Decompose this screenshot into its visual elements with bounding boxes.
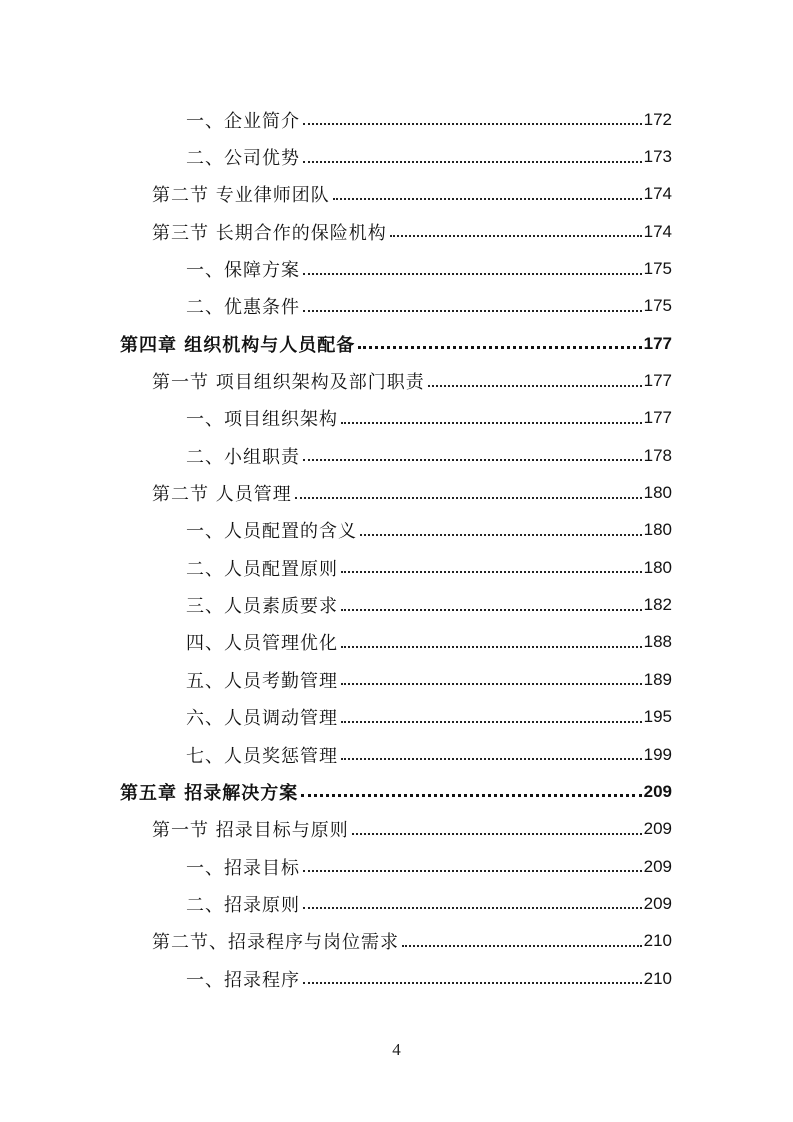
toc-entry-title: 二、优惠条件	[186, 297, 300, 319]
toc-entry-item[interactable]	[0, 586, 793, 623]
toc-entry-title: 第一节 项目组织架构及部门职责	[152, 372, 425, 394]
toc-entry-item[interactable]	[0, 624, 793, 661]
toc-entry-page-number: 175	[643, 259, 672, 279]
dot-leader	[402, 944, 642, 947]
dot-leader	[352, 832, 642, 835]
toc-entry-title: 一、招录目标	[186, 857, 300, 879]
toc-entry-page-number: 172	[643, 109, 672, 129]
dot-leader	[333, 197, 642, 200]
toc-entry-page-number: 182	[643, 595, 672, 615]
toc-entry-item[interactable]	[0, 549, 793, 586]
toc-entry-item[interactable]	[0, 699, 793, 736]
toc-entry-page-number: 209	[643, 819, 672, 839]
toc-entry-title: 一、项目组织架构	[186, 409, 338, 431]
toc-entry-title: 三、人员素质要求	[186, 596, 338, 618]
toc-entry-title: 二、小组职责	[186, 446, 300, 468]
toc-entry-section[interactable]	[0, 176, 793, 213]
toc-entry-title: 第二节 专业律师团队	[152, 185, 330, 207]
toc-entry-item[interactable]	[0, 512, 793, 549]
toc-entry-page-number: 180	[643, 483, 672, 503]
toc-entry-section[interactable]	[0, 474, 793, 511]
toc-entry-page-number: 173	[643, 147, 672, 167]
toc-entry-item[interactable]	[0, 885, 793, 922]
toc-entry-page-number: 189	[643, 669, 672, 689]
toc-entry-section[interactable]	[0, 362, 793, 399]
toc-entry-item[interactable]	[0, 960, 793, 997]
toc-entry-page-number: 177	[643, 408, 672, 428]
toc-entry-item[interactable]	[0, 288, 793, 325]
toc-entry-item[interactable]	[0, 101, 793, 138]
toc-entry-item[interactable]	[0, 250, 793, 287]
toc-entry-item[interactable]	[0, 400, 793, 437]
toc-entry-title: 第四章 组织机构与人员配备	[120, 334, 356, 356]
dot-leader	[358, 345, 641, 349]
toc-entry-title: 第二节、招录程序与岗位需求	[152, 932, 399, 954]
table-of-contents	[0, 101, 793, 997]
toc-entry-page-number: 177	[643, 333, 672, 353]
dot-leader	[341, 645, 642, 648]
toc-entry-item[interactable]	[0, 138, 793, 175]
toc-entry-page-number: 175	[643, 296, 672, 316]
toc-entry-title: 一、人员配置的含义	[186, 521, 357, 543]
dot-leader	[303, 906, 642, 909]
dot-leader	[303, 458, 642, 461]
toc-entry-item[interactable]	[0, 661, 793, 698]
toc-entry-title: 第三节 长期合作的保险机构	[152, 222, 387, 244]
toc-entry-section[interactable]	[0, 811, 793, 848]
dot-leader	[428, 384, 642, 387]
toc-entry-chapter[interactable]	[0, 773, 793, 810]
toc-entry-title: 五、人员考勤管理	[186, 670, 338, 692]
toc-entry-title: 四、人员管理优化	[186, 633, 338, 655]
dot-leader	[390, 234, 642, 237]
toc-entry-chapter[interactable]	[0, 325, 793, 362]
dot-leader	[341, 720, 642, 723]
dot-leader	[341, 682, 642, 685]
toc-entry-section[interactable]	[0, 213, 793, 250]
dot-leader	[303, 272, 642, 275]
dot-leader	[301, 793, 641, 797]
toc-entry-item[interactable]	[0, 848, 793, 885]
toc-entry-page-number: 178	[643, 445, 672, 465]
toc-entry-page-number: 209	[643, 781, 672, 801]
toc-entry-page-number: 210	[643, 968, 672, 988]
toc-entry-page-number: 180	[643, 520, 672, 540]
toc-entry-title: 第二节 人员管理	[152, 484, 292, 506]
dot-leader	[303, 869, 642, 872]
toc-entry-page-number: 188	[643, 632, 672, 652]
toc-entry-title: 二、招录原则	[186, 894, 300, 916]
toc-entry-item[interactable]	[0, 736, 793, 773]
toc-entry-title: 一、招录程序	[186, 969, 300, 991]
toc-entry-page-number: 177	[643, 371, 672, 391]
dot-leader	[341, 757, 642, 760]
toc-entry-title: 二、公司优势	[186, 148, 300, 170]
toc-entry-page-number: 209	[643, 893, 672, 913]
dot-leader	[303, 122, 642, 125]
toc-entry-title: 第一节 招录目标与原则	[152, 820, 349, 842]
toc-entry-section[interactable]	[0, 923, 793, 960]
toc-entry-title: 七、人员奖惩管理	[186, 745, 338, 767]
toc-entry-title: 第五章 招录解决方案	[120, 782, 299, 804]
toc-entry-page-number: 210	[643, 931, 672, 951]
toc-entry-item[interactable]	[0, 437, 793, 474]
dot-leader	[341, 570, 642, 573]
toc-entry-title: 六、人员调动管理	[186, 708, 338, 730]
toc-entry-title: 二、人员配置原则	[186, 558, 338, 580]
dot-leader	[303, 160, 642, 163]
toc-entry-page-number: 209	[643, 856, 672, 876]
toc-entry-title: 一、保障方案	[186, 260, 300, 282]
toc-entry-page-number: 174	[643, 184, 672, 204]
toc-entry-page-number: 195	[643, 707, 672, 727]
toc-entry-page-number: 180	[643, 557, 672, 577]
toc-entry-title: 一、企业简介	[186, 110, 300, 132]
dot-leader	[295, 496, 642, 499]
dot-leader	[303, 309, 642, 312]
toc-entry-page-number: 199	[643, 744, 672, 764]
dot-leader	[360, 533, 642, 536]
dot-leader	[341, 608, 642, 611]
dot-leader	[341, 421, 642, 424]
toc-entry-page-number: 174	[643, 221, 672, 241]
page-number-footer: 4	[392, 1040, 401, 1059]
dot-leader	[303, 981, 642, 984]
